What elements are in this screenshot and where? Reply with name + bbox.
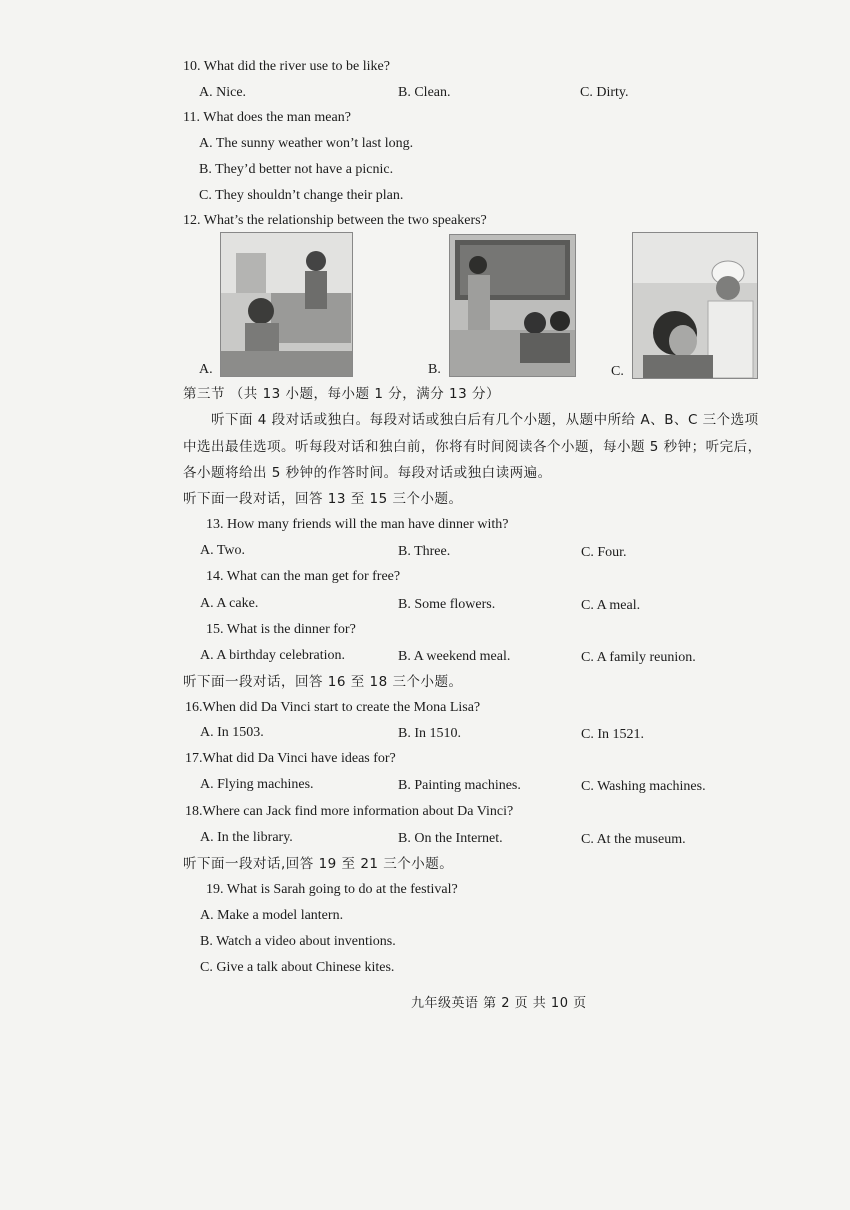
question-12: 12. What’s the relationship between the two speakers? [183,213,487,228]
question-15: 15. What is the dinner for? [206,622,356,637]
q13-option-b: B. Three. [398,544,451,559]
q19-option-b: B. Watch a video about inventions. [200,934,396,949]
q17-option-a: A. Flying machines. [200,777,314,792]
question-10: 10. What did the river use to be like? [183,59,390,74]
q12-option-a-label: A. [199,362,213,377]
q15-option-c: C. A family reunion. [581,650,696,665]
section-instructions-line-1: 听下面 4 段对话或独白。每段对话或独白后有几个小题，从题中所给 A、B、C 三个选项 [211,412,759,428]
section-instructions-line-2: 中选出最佳选项。听每段对话和独白前，你将有时间阅读各个小题，每小题 5 秒钟；听完后， [183,439,762,455]
page-footer: 九年级英语 第 2 页 共 10 页 [411,996,587,1011]
q13-option-c: C. Four. [581,545,627,560]
q14-option-b: B. Some flowers. [398,597,496,612]
q16-option-b: B. In 1510. [398,726,461,741]
question-19: 19. What is Sarah going to do at the festival? [206,882,458,897]
question-13: 13. How many friends will the man have dinner with? [206,517,509,532]
q10-option-a: A. Nice. [199,85,247,100]
q15-option-b: B. A weekend meal. [398,649,511,664]
q13-option-a: A. Two. [200,543,246,558]
q14-option-a: A. A cake. [200,596,259,611]
q10-option-c: C. Dirty. [580,85,629,100]
question-14: 14. What can the man get for free? [206,569,401,584]
q19-option-a: A. Make a model lantern. [200,908,344,923]
section-instructions-line-3: 各小题将给出 5 秒钟的作答时间。每段对话或独白读两遍。 [183,465,552,481]
question-16: 16.When did Da Vinci start to create the Mona Lisa? [185,700,481,715]
q10-option-b: B. Clean. [398,85,451,100]
q17-option-c: C. Washing machines. [581,779,706,794]
q16-option-a: A. In 1503. [200,725,264,740]
dialogue-cue-13-15: 听下面一段对话，回答 13 至 15 三个小题。 [183,491,463,507]
q17-option-b: B. Painting machines. [398,778,521,793]
photo-dentist-and-patient [632,232,758,379]
question-17: 17.What did Da Vinci have ideas for? [185,751,396,766]
q18-option-b: B. On the Internet. [398,831,503,846]
q15-option-a: A. A birthday celebration. [200,648,346,663]
question-11: 11. What does the man mean? [183,110,351,125]
dialogue-cue-16-18: 听下面一段对话，回答 16 至 18 三个小题。 [183,674,463,690]
section-title: 第三节 （共 13 小题，每小题 1 分，满分 13 分） [183,386,500,402]
q18-option-c: C. At the museum. [581,832,686,847]
dialogue-cue-19-21: 听下面一段对话,回答 19 至 21 三个小题。 [183,856,454,872]
q12-option-b-label: B. [428,362,441,377]
q11-option-a: A. The sunny weather won’t last long. [199,136,414,151]
q19-option-c: C. Give a talk about Chinese kites. [200,960,395,975]
q11-option-b: B. They’d better not have a picnic. [199,162,394,177]
q12-option-c-label: C. [611,364,624,379]
q14-option-c: C. A meal. [581,598,641,613]
photo-teacher-and-students [449,234,576,377]
photo-mother-and-child [220,232,353,377]
q18-option-a: A. In the library. [200,830,293,845]
question-18: 18.Where can Jack find more information about Da Vinci? [185,804,514,819]
q11-option-c: C. They shouldn’t change their plan. [199,188,404,203]
q16-option-c: C. In 1521. [581,727,644,742]
